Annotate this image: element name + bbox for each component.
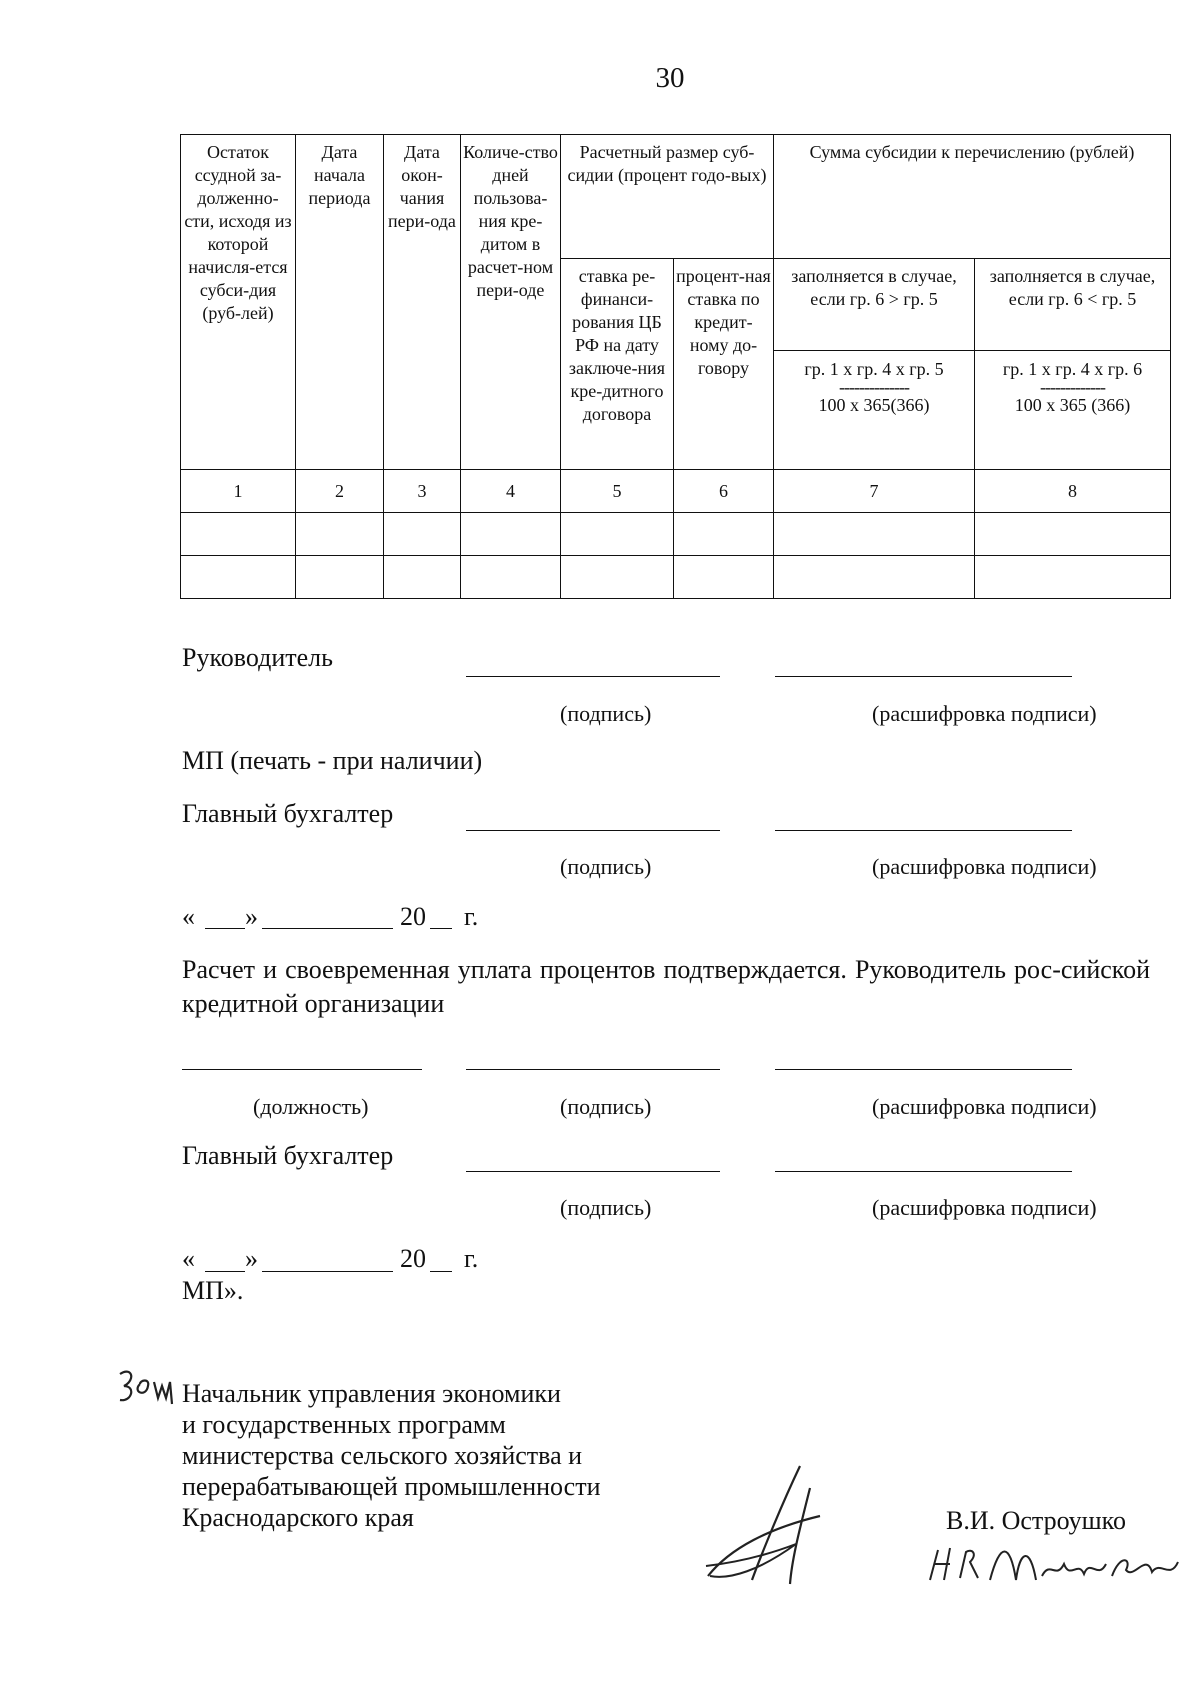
table-cell[interactable] — [384, 556, 461, 599]
position-caption: (должность) — [253, 1094, 369, 1119]
date-day-line[interactable] — [205, 1271, 245, 1272]
confirmation-text: Расчет и своевременная уплата процентов подтверждается. Руководитель рос-сийской кредитной организации — [182, 955, 1150, 1018]
decode-caption: (расшифровка подписи) — [872, 854, 1097, 879]
bank-chief-accountant-label: Главный бухгалтер — [182, 1141, 394, 1170]
table-cell[interactable] — [296, 556, 384, 599]
signatory-line: Начальник управления экономики — [182, 1379, 561, 1408]
bank-accountant-signature-line[interactable] — [466, 1171, 720, 1172]
col-number-5: 5 — [561, 470, 674, 513]
date-year-line[interactable] — [430, 928, 452, 929]
formula-8-numerator: гр. 1 х гр. 4 х гр. 6 — [1002, 359, 1143, 379]
year-label: 20 — [400, 1244, 426, 1273]
formula-8-denominator: 100 х 365 (366) — [1014, 395, 1131, 415]
table-cell[interactable] — [674, 513, 774, 556]
signatory-line: и государственных программ — [182, 1410, 506, 1439]
year-label: 20 — [400, 902, 426, 931]
table-cell[interactable] — [774, 513, 975, 556]
header-col-2: Дата начала периода — [296, 135, 384, 470]
head-label: Руководитель — [182, 643, 333, 672]
formula-7-denominator: 100 х 365(366) — [818, 395, 930, 415]
table-cell[interactable] — [181, 556, 296, 599]
year-suffix: г. — [464, 902, 479, 931]
accountant-decode-line[interactable] — [775, 830, 1072, 831]
chief-accountant-label: Главный бухгалтер — [182, 799, 394, 828]
date-day-line[interactable] — [205, 928, 245, 929]
table-cell[interactable] — [975, 556, 1171, 599]
head-signature-line[interactable] — [466, 676, 720, 677]
handwritten-signature — [700, 1458, 840, 1588]
table-cell[interactable] — [561, 513, 674, 556]
formula-7-separator: -------------- — [839, 377, 909, 397]
col-number-8: 8 — [975, 470, 1171, 513]
table-cell[interactable] — [561, 556, 674, 599]
header-col-7-condition: заполняется в случае, если гр. 6 > гр. 5 — [774, 259, 975, 351]
date-month-line[interactable] — [262, 1271, 393, 1272]
handwritten-note — [920, 1540, 1190, 1590]
col-number-2: 2 — [296, 470, 384, 513]
table-cell[interactable] — [674, 556, 774, 599]
header-group-rate: Расчетный размер суб-сидии (процент годо-вых) — [561, 135, 774, 259]
stamp-label: МП (печать - при наличии) — [182, 746, 483, 775]
signatory-line: министерства сельского хозяйства и — [182, 1441, 583, 1470]
sign-caption: (подпись) — [560, 1094, 652, 1119]
formula-8-separator: ------------- — [1040, 377, 1105, 397]
header-col-4: Количе-ство дней пользова-ния кре-дитом в расчет-ном пери-оде — [461, 135, 561, 470]
table-cell[interactable] — [975, 513, 1171, 556]
final-stamp-label: МП». — [182, 1276, 244, 1305]
bank-signature-line[interactable] — [466, 1069, 720, 1070]
decode-caption: (расшифровка подписи) — [872, 1094, 1097, 1119]
bank-decode-line[interactable] — [775, 1069, 1072, 1070]
decode-caption: (расшифровка подписи) — [872, 701, 1097, 726]
signatory-position — [182, 1378, 601, 1533]
table-row — [181, 513, 1171, 556]
date-year-line[interactable] — [430, 1271, 452, 1272]
initials-mark — [110, 1362, 180, 1412]
col-number-7: 7 — [774, 470, 975, 513]
sign-caption: (подпись) — [560, 1195, 652, 1220]
date-month-line[interactable] — [262, 928, 393, 929]
page-number: 30 — [655, 62, 685, 94]
header-col-5: ставка ре-финанси-рования ЦБ РФ на дату заключе-ния кре-дитного договора — [561, 259, 674, 470]
header-col-8-condition: заполняется в случае, если гр. 6 < гр. 5 — [975, 259, 1171, 351]
date-close-quote: » — [245, 1244, 258, 1273]
accountant-signature-line[interactable] — [466, 830, 720, 831]
year-suffix: г. — [464, 1244, 479, 1273]
head-decode-line[interactable] — [775, 676, 1072, 677]
col-number-1: 1 — [181, 470, 296, 513]
date-open-quote: « — [182, 902, 195, 931]
table-cell[interactable] — [461, 556, 561, 599]
sign-caption: (подпись) — [560, 854, 652, 879]
header-group-sum: Сумма субсидии к перечислению (рублей) — [774, 135, 1171, 259]
table-row — [181, 556, 1171, 599]
formula-7-numerator: гр. 1 х гр. 4 х гр. 5 — [804, 359, 944, 379]
table-cell[interactable] — [384, 513, 461, 556]
signatory-name: В.И. Остроушко — [946, 1506, 1126, 1535]
header-col-8-formula — [975, 351, 1171, 470]
signatory-line: Краснодарского края — [182, 1503, 414, 1532]
table-cell[interactable] — [461, 513, 561, 556]
date-close-quote: » — [245, 902, 258, 931]
header-col-1: Остаток ссудной за-долженно-сти, исходя из которой начисля-ется субси-дия (руб-лей) — [181, 135, 296, 470]
col-number-3: 3 — [384, 470, 461, 513]
bank-position-line[interactable] — [182, 1069, 422, 1070]
header-col-3: Дата окон-чания пери-ода — [384, 135, 461, 470]
subsidy-calculation-table — [180, 134, 1171, 599]
date-open-quote: « — [182, 1244, 195, 1273]
decode-caption: (расшифровка подписи) — [872, 1195, 1097, 1220]
table-cell[interactable] — [296, 513, 384, 556]
table-cell[interactable] — [181, 513, 296, 556]
bank-accountant-decode-line[interactable] — [775, 1171, 1072, 1172]
header-col-6: процент-ная ставка по кредит-ному до-говору — [674, 259, 774, 470]
sign-caption: (подпись) — [560, 701, 652, 726]
header-col-7-formula — [774, 351, 975, 470]
col-number-6: 6 — [674, 470, 774, 513]
col-number-4: 4 — [461, 470, 561, 513]
table-cell[interactable] — [774, 556, 975, 599]
signatory-line: перерабатывающей промышленности — [182, 1472, 601, 1501]
